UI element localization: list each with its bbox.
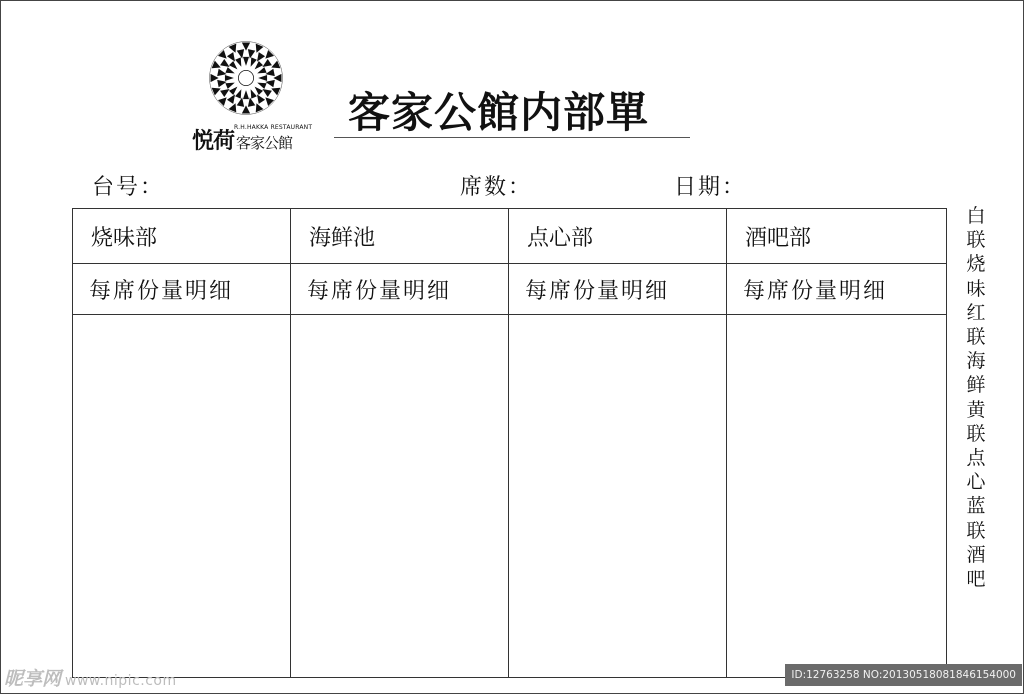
department-row (73, 209, 947, 264)
logo-name-sub: 客家公館 (236, 134, 293, 152)
copy-legend-item (963, 204, 989, 301)
logo-ray (255, 87, 263, 95)
logo-ray (265, 50, 274, 59)
site-watermark (4, 664, 177, 691)
logo-ray (257, 83, 266, 89)
logo-ray (217, 69, 226, 76)
logo-ray (262, 59, 271, 67)
logo-ray (237, 97, 244, 106)
copy-legend-item (963, 301, 989, 398)
logo-ray (251, 89, 257, 98)
logo-ray (212, 61, 221, 69)
logo-ray (265, 80, 274, 87)
image-id-watermark: ID:12763258 NO:20130518081846154000 (785, 664, 1022, 686)
department-cell: 海鲜池 (291, 209, 509, 264)
logo-ray (257, 67, 266, 73)
entry-cell[interactable] (73, 315, 291, 678)
logo-ray (265, 69, 274, 76)
logo-ray (227, 52, 235, 61)
department-cell: 烧味部 (73, 209, 291, 264)
copy-department: 海鲜 (966, 350, 986, 397)
copy-color: 黄联 (966, 398, 986, 445)
logo-ray (258, 75, 267, 81)
logo-ray (271, 88, 280, 96)
department-cell: 酒吧部 (727, 209, 947, 264)
logo-ray (251, 57, 257, 66)
logo-ray (255, 61, 263, 69)
detail-header-row (73, 264, 947, 315)
watermark-url: www.nipic.com (65, 673, 177, 689)
logo-ray (256, 44, 264, 53)
logo-ray (220, 89, 229, 97)
entry-cell[interactable] (509, 315, 727, 678)
department-cell: 点心部 (509, 209, 727, 264)
logo-ray (257, 52, 265, 61)
copy-department: 烧味 (966, 253, 986, 300)
logo-ray (262, 89, 271, 97)
logo-ray (218, 50, 227, 59)
detail-header-cell: 每席份量明细 (73, 264, 291, 315)
logo-ray (243, 90, 249, 99)
date-label: 日期： (674, 175, 747, 200)
logo-ray (229, 61, 237, 69)
logo-ray (248, 97, 255, 106)
copy-color: 红联 (966, 301, 986, 349)
logo-ray (229, 103, 237, 112)
logo-ray (225, 83, 234, 89)
copy-legend (963, 204, 989, 591)
logo-ray (212, 88, 221, 96)
sunburst-logo-icon (208, 40, 284, 116)
copy-color: 白联 (966, 205, 986, 252)
order-table (72, 208, 947, 678)
document-title: 客家公館内部單 (348, 88, 650, 137)
logo-ray (217, 80, 226, 87)
detail-header-cell: 每席份量明细 (509, 264, 727, 315)
logo-ray (229, 87, 237, 95)
table-number-label: 台号： (92, 175, 165, 200)
logo-ray (235, 89, 241, 98)
logo-ray (237, 49, 244, 58)
logo-ray (227, 94, 235, 103)
restaurant-logo (190, 40, 313, 154)
copy-department: 点心 (966, 447, 986, 494)
logo-ray (265, 97, 274, 106)
logo-ray (256, 103, 264, 112)
seat-count-label: 席数： (460, 175, 533, 200)
logo-ray (225, 67, 234, 73)
entry-cell[interactable] (291, 315, 509, 678)
logo-ray (220, 59, 229, 67)
logo-ray (248, 49, 255, 58)
copy-legend-item (963, 398, 989, 495)
copy-color: 蓝联 (966, 495, 986, 542)
logo-name-main: 悦荷 (192, 129, 235, 154)
logo-ray (229, 44, 237, 53)
copy-legend-item (963, 494, 989, 591)
watermark-site-name: 昵享网 (4, 668, 62, 690)
entry-cell[interactable] (727, 315, 947, 678)
logo-ray (218, 97, 227, 106)
detail-header-cell: 每席份量明细 (291, 264, 509, 315)
title-underline (334, 137, 690, 138)
logo-ray (235, 57, 241, 66)
detail-header-cell: 每席份量明细 (727, 264, 947, 315)
logo-ray (271, 61, 280, 69)
logo-ray (225, 75, 234, 81)
logo-ray (257, 94, 265, 103)
logo-ray (243, 57, 249, 66)
logo-english-name: R.H.HAKKA RESTAURANT (234, 124, 313, 131)
copy-department: 酒吧 (966, 543, 986, 591)
entry-row (73, 315, 947, 678)
